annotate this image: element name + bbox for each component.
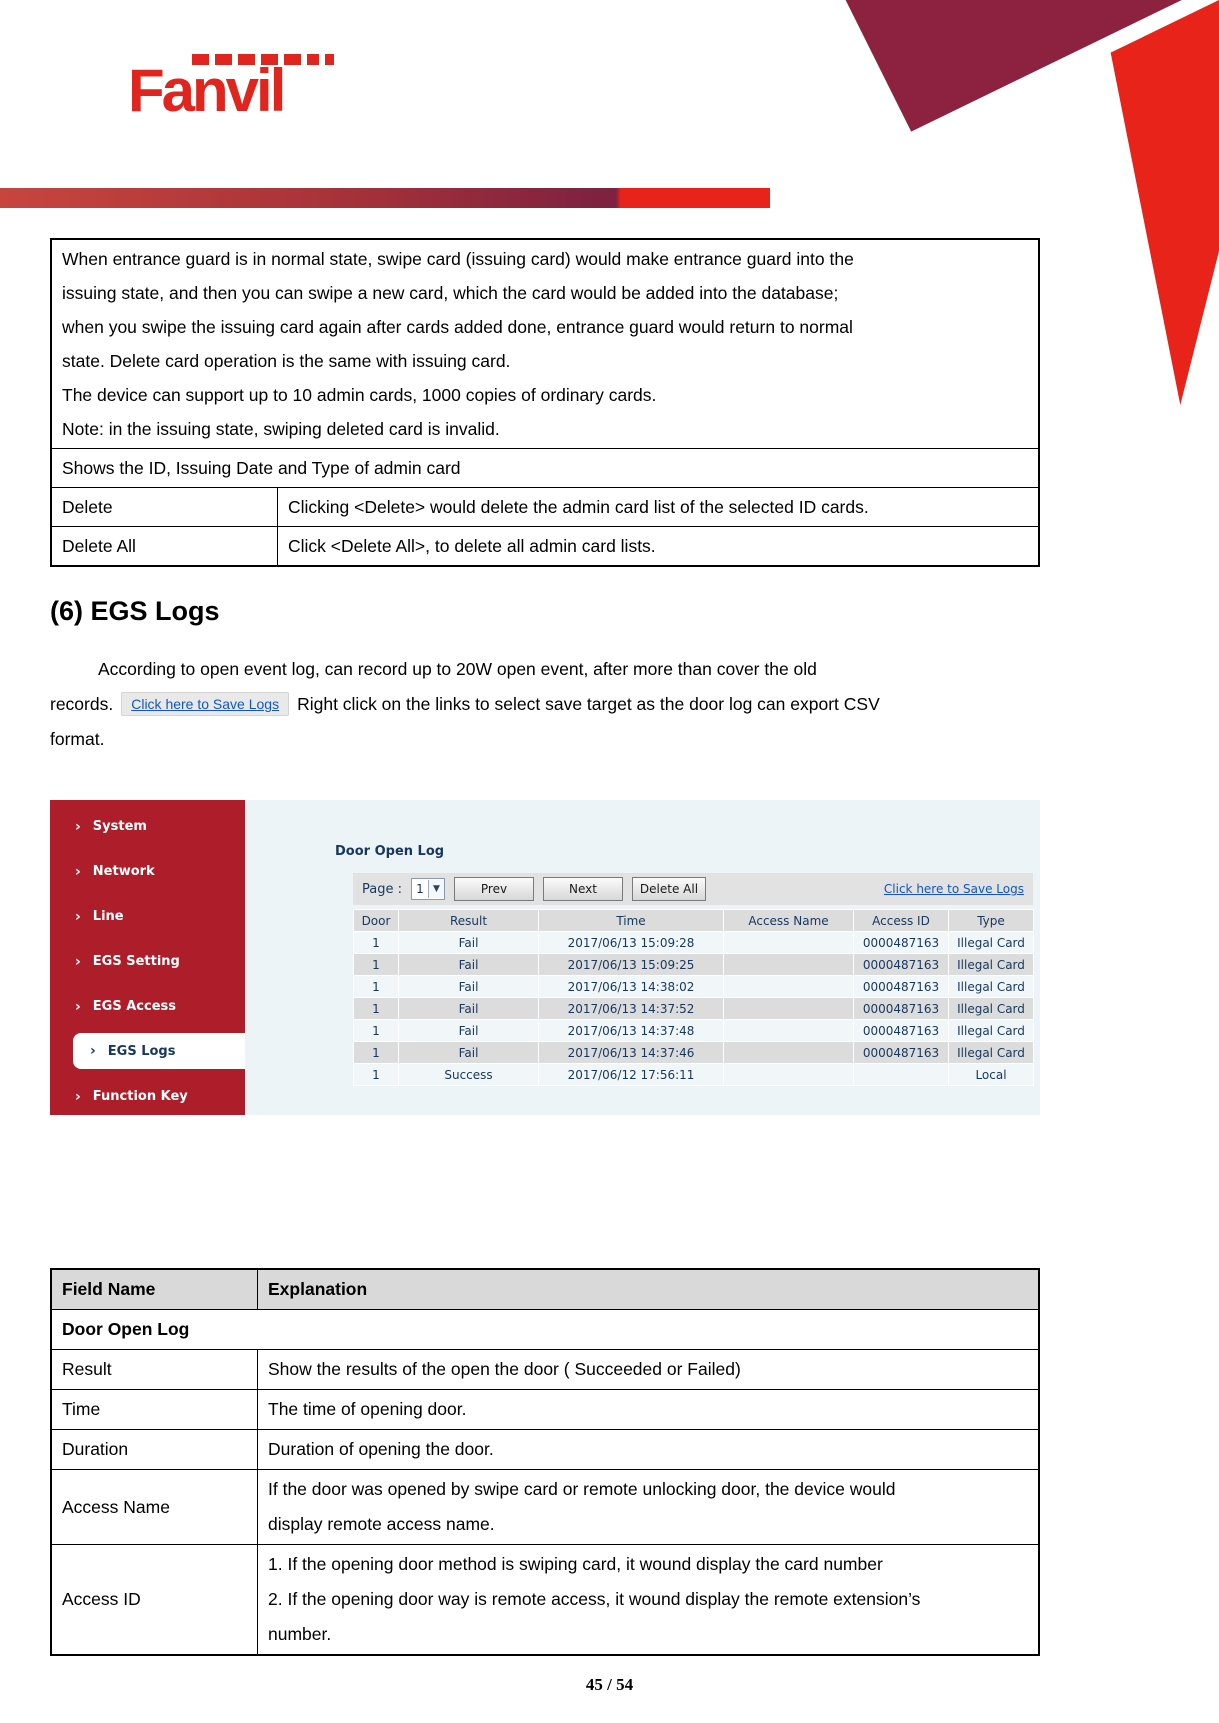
intro-line: When entrance guard is in normal state, swipe card (issuing card) would make entrance guard into the xyxy=(62,249,854,269)
table-row xyxy=(51,1430,1039,1470)
log-cell: 1 xyxy=(354,1020,399,1042)
section-title-cell: Door Open Log xyxy=(51,1310,1039,1350)
table-row xyxy=(51,1545,1039,1656)
log-cell xyxy=(724,1020,854,1042)
page-number: 45 / 54 xyxy=(585,1675,634,1694)
sidebar-item-label: System xyxy=(92,819,147,834)
log-cell: 0000487163 xyxy=(854,954,949,976)
delete-all-button[interactable]: Delete All xyxy=(632,877,706,901)
explanation-line: 2. If the opening door way is remote access, it wound display the remote extension’s xyxy=(268,1589,921,1609)
brand-name: Fanvil xyxy=(128,57,284,124)
log-cell xyxy=(724,998,854,1020)
paragraph-line xyxy=(50,687,1045,722)
page-select-value: 1 xyxy=(416,882,424,896)
sidebar-item-function-key[interactable] xyxy=(50,1074,245,1119)
sidebar-item-label: EGS Setting xyxy=(92,954,180,969)
field-name-cell: Access ID xyxy=(51,1545,258,1656)
column-header: Field Name xyxy=(51,1269,258,1310)
red-ribbon-shape xyxy=(1090,0,1219,405)
log-cell: 2017/06/13 14:37:52 xyxy=(539,998,724,1020)
field-name-cell: Delete All xyxy=(51,527,278,567)
explanation-cell: Clicking <Delete> would delete the admin card list of the selected ID cards. xyxy=(278,488,1040,527)
intro-line: Note: in the issuing state, swiping deleted card is invalid. xyxy=(62,419,500,439)
explanation-cell xyxy=(258,1430,1040,1470)
paragraph-text: records. xyxy=(50,694,114,714)
log-column-header: Access Name xyxy=(724,910,854,932)
intro-line: The device can support up to 10 admin cards, 1000 copies of ordinary cards. xyxy=(62,385,657,405)
log-row xyxy=(354,998,1034,1020)
log-cell: 0000487163 xyxy=(854,998,949,1020)
log-cell: 0000487163 xyxy=(854,976,949,998)
fanvil-logo xyxy=(128,48,368,128)
explanation-line: display remote access name. xyxy=(268,1514,495,1534)
sidebar-item-line[interactable] xyxy=(50,894,245,939)
explanation-line: Duration of opening the door. xyxy=(268,1439,494,1459)
intro-line: state. Delete card operation is the same with issuing card. xyxy=(62,351,511,371)
chevron-right-icon: › xyxy=(75,998,81,1015)
summary-cell: Shows the ID, Issuing Date and Type of admin card xyxy=(51,449,1039,488)
admin-card-table xyxy=(50,238,1040,567)
log-cell: 2017/06/13 14:38:02 xyxy=(539,976,724,998)
table-row xyxy=(51,239,1039,449)
panel-title: Door Open Log xyxy=(335,844,445,859)
log-cell: Illegal Card xyxy=(949,932,1034,954)
table-header-row xyxy=(51,1269,1039,1310)
log-row xyxy=(354,932,1034,954)
log-cell xyxy=(724,1042,854,1064)
explanation-line: number. xyxy=(268,1624,332,1644)
log-cell: 1 xyxy=(354,1064,399,1086)
log-row xyxy=(354,976,1034,998)
chevron-right-icon: › xyxy=(75,908,81,925)
log-cell xyxy=(854,1064,949,1086)
log-row xyxy=(354,1042,1034,1064)
door-open-log-table xyxy=(353,909,1034,1086)
log-cell: Local xyxy=(949,1064,1034,1086)
paragraph-line: format. xyxy=(50,729,105,749)
section-heading: (6) EGS Logs xyxy=(50,596,220,626)
log-row xyxy=(354,1064,1034,1086)
sidebar-item-egs-access[interactable] xyxy=(50,984,245,1029)
log-column-header: Access ID xyxy=(854,910,949,932)
log-cell: Illegal Card xyxy=(949,1042,1034,1064)
log-cell: Fail xyxy=(399,1042,539,1064)
sidebar-item-label: Line xyxy=(92,909,124,924)
log-cell: 1 xyxy=(354,954,399,976)
sidebar-item-label: EGS Access xyxy=(92,999,176,1014)
log-cell xyxy=(724,976,854,998)
log-cell: Illegal Card xyxy=(949,976,1034,998)
paragraph-text: Right click on the links to select save target as the door log can export CSV xyxy=(297,694,880,714)
log-cell xyxy=(724,932,854,954)
log-cell: 1 xyxy=(354,998,399,1020)
page-select[interactable] xyxy=(411,878,445,900)
chevron-right-icon: › xyxy=(90,1043,96,1059)
content-panel xyxy=(245,800,1040,1115)
sidebar-item-system[interactable] xyxy=(50,804,245,849)
log-cell: 1 xyxy=(354,1042,399,1064)
log-column-header: Time xyxy=(539,910,724,932)
log-cell: Fail xyxy=(399,1020,539,1042)
table-row xyxy=(51,488,1039,527)
save-logs-button[interactable]: Click here to Save Logs xyxy=(121,692,289,716)
explanation-cell: Click <Delete All>, to delete all admin card lists. xyxy=(278,527,1040,567)
sidebar-item-egs-setting[interactable] xyxy=(50,939,245,984)
explanation-line: The time of opening door. xyxy=(268,1399,467,1419)
log-cell: 2017/06/13 15:09:25 xyxy=(539,954,724,976)
log-cell: Illegal Card xyxy=(949,954,1034,976)
explanation-cell xyxy=(258,1470,1040,1545)
sidebar-item-label: Network xyxy=(92,864,155,879)
explanation-line: 1. If the opening door method is swiping card, it wound display the card number xyxy=(268,1554,883,1574)
chevron-right-icon: › xyxy=(75,1088,81,1105)
field-name-cell: Delete xyxy=(51,488,278,527)
explanation-cell xyxy=(258,1350,1040,1390)
table-row xyxy=(51,1390,1039,1430)
sidebar-item-label: Function Key xyxy=(92,1089,188,1104)
explanation-line: Show the results of the open the door ( Succeeded or Failed) xyxy=(268,1359,741,1379)
column-header: Explanation xyxy=(258,1269,1040,1310)
log-column-header: Door xyxy=(354,910,399,932)
prev-button[interactable]: Prev xyxy=(454,877,534,901)
field-name-cell: Access Name xyxy=(51,1470,258,1545)
intro-line: when you swipe the issuing card again after cards added done, entrance guard would return to normal xyxy=(62,317,853,337)
field-name-cell: Duration xyxy=(51,1430,258,1470)
field-name-cell: Time xyxy=(51,1390,258,1430)
explanation-cell xyxy=(258,1390,1040,1430)
page-label: Page : xyxy=(362,881,402,897)
sidebar-item-label: EGS Logs xyxy=(107,1043,176,1059)
egs-web-ui-screenshot xyxy=(50,800,1040,1115)
chevron-right-icon: › xyxy=(75,953,81,970)
log-cell xyxy=(724,954,854,976)
table-row xyxy=(51,527,1039,567)
log-column-header: Type xyxy=(949,910,1034,932)
log-row xyxy=(354,1020,1034,1042)
explanation-cell xyxy=(258,1545,1040,1656)
field-explanation-table xyxy=(50,1268,1040,1656)
log-cell: 2017/06/13 14:37:46 xyxy=(539,1042,724,1064)
log-cell: 2017/06/13 15:09:28 xyxy=(539,932,724,954)
log-cell: 0000487163 xyxy=(854,1042,949,1064)
section-title-row xyxy=(51,1310,1039,1350)
section-paragraph xyxy=(50,652,1045,757)
intro-cell xyxy=(51,239,1039,449)
log-cell: 2017/06/13 14:37:48 xyxy=(539,1020,724,1042)
log-cell: 2017/06/12 17:56:11 xyxy=(539,1064,724,1086)
explanation-line: If the door was opened by swipe card or remote unlocking door, the device would xyxy=(268,1479,896,1499)
log-cell: Fail xyxy=(399,998,539,1020)
intro-line: issuing state, and then you can swipe a new card, which the card would be added into the database; xyxy=(62,283,839,303)
sidebar-item-network[interactable] xyxy=(50,849,245,894)
log-column-header: Result xyxy=(399,910,539,932)
field-name-cell: Result xyxy=(51,1350,258,1390)
log-cell: Illegal Card xyxy=(949,1020,1034,1042)
log-cell: 1 xyxy=(354,976,399,998)
chevron-right-icon: › xyxy=(75,818,81,835)
save-logs-link[interactable]: Click here to Save Logs xyxy=(883,882,1024,896)
table-row xyxy=(51,1350,1039,1390)
log-row xyxy=(354,954,1034,976)
log-toolbar xyxy=(353,873,1033,905)
log-cell: Illegal Card xyxy=(949,998,1034,1020)
log-cell: Fail xyxy=(399,932,539,954)
log-cell: 0000487163 xyxy=(854,1020,949,1042)
sidebar-item-egs-logs[interactable] xyxy=(73,1033,245,1069)
log-cell: 1 xyxy=(354,932,399,954)
log-cell xyxy=(724,1064,854,1086)
paragraph-line: According to open event log, can record up to 20W open event, after more than cover the old xyxy=(98,659,817,679)
next-button[interactable]: Next xyxy=(543,877,623,901)
table-row xyxy=(51,1470,1039,1545)
log-cell: Fail xyxy=(399,954,539,976)
table-row xyxy=(51,449,1039,488)
log-header-row xyxy=(354,910,1034,932)
chevron-down-icon: ▼ xyxy=(428,880,444,898)
chevron-right-icon: › xyxy=(75,863,81,880)
log-cell: 0000487163 xyxy=(854,932,949,954)
header-gradient-bar xyxy=(0,188,770,208)
log-cell: Success xyxy=(399,1064,539,1086)
sidebar xyxy=(50,800,245,1115)
log-cell: Fail xyxy=(399,976,539,998)
